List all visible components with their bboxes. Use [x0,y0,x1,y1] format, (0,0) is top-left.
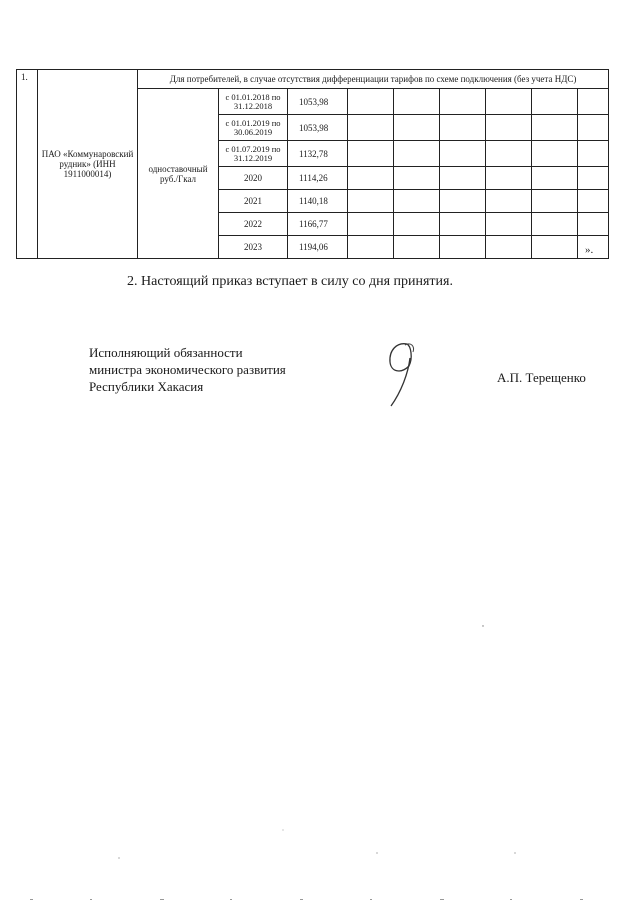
value-cell: 1114,26 [288,167,348,190]
organization-name: ПАО «Коммунаровский рудник» (ИНН 1911000014) [38,70,138,259]
signer-line-1: Исполняющий обязанности [89,345,243,360]
period-cell: 2021 [219,190,288,213]
period-cell: 2022 [219,213,288,236]
row-number: 1. [17,70,38,259]
value-cell: 1166,77 [288,213,348,236]
signer-line-3: Республики Хакасия [89,379,204,394]
period-cell: с 01.07.2019 по 31.12.2019 [219,141,288,167]
period-cell: с 01.01.2019 по 30.06.2019 [219,115,288,141]
closing-quote: ». [585,244,594,256]
signer-line-2: министра экономического развития [89,362,286,377]
period-cell: 2020 [219,167,288,190]
table-header: Для потребителей, в случае отсутствия дифференциации тарифов по схеме подключения (без учета НДС) [138,70,609,89]
value-cell: 1140,18 [288,190,348,213]
period-cell: 2023 [219,236,288,259]
value-cell: 1194,06 [288,236,348,259]
period-cell: с 01.01.2018 по 31.12.2018 [219,89,288,115]
value-cell: 1053,98 [288,115,348,141]
rate-type: одноставочный руб./Гкал [138,89,219,259]
signer-name: А.П. Терещенко [497,370,586,385]
clause-2: 2. Настоящий приказ вступает в силу со дня принятия. [127,274,453,289]
value-cell: 1132,78 [288,141,348,167]
value-cell: 1053,98 [288,89,348,115]
